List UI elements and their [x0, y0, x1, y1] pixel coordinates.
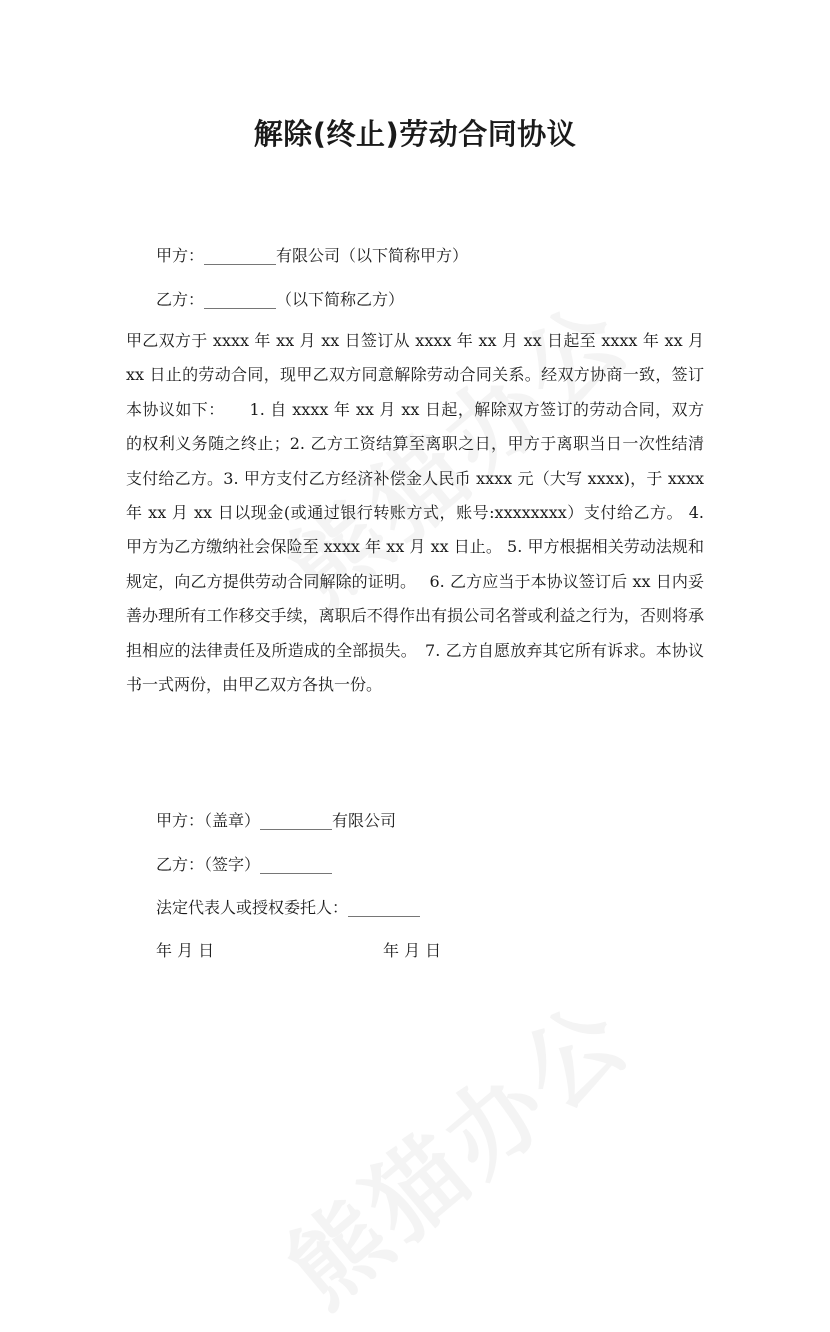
- signature-representative: 法定代表人或授权委托人：_________: [156, 898, 421, 917]
- signature-party-b: 乙方：（签字）_________: [156, 855, 333, 874]
- watermark-bottom: [254, 965, 655, 1332]
- party-b-line: 乙方：_________（以下简称乙方）: [156, 290, 405, 309]
- signature-party-a: 甲方：（盖章）_________有限公司: [156, 811, 397, 830]
- document-title: 解除(终止)劳动合同协议: [253, 117, 577, 151]
- agreement-body: 甲乙双方于 xxxx 年 xx 月 xx 日签订从 xxxx 年 xx 月 xx 日起至 xxxx 年 xx 月 xx 日止的劳动合同，现甲乙双方同意解除劳动合同关系。经双方协商一致，签订本协议如下： 1. 自 xxxx 年 xx 月 xx 日起，解除双方签订的劳动合同，双方的权利义务随之终止；2. 乙方工资结算至离职之日，甲方于离职当日一次性结清支付给乙方。3. 甲方支付乙方经济补偿金人民币 xxxx 元（大写 xxxx)，于 xxxx 年 xx 月 xx 日以现金(或通过银行转账方式，账号:xxxxxxxx）支付给乙方。 4. 甲方为乙方缴纳社会保险至 xxxx 年 xx 月 xx 日止。 5. 甲方根据相关劳动法规和规定，向乙方提供劳动合同解除的证明。 6. 乙方应当于本协议签订后 xx 日内妥善办理所有工作移交手续，离职后不得作出有损公司名誉或利益之行为，否则将承担相应的法律责任及所造成的全部损失。 7. 乙方自愿放弃其它所有诉求。本协议书一式两份，由甲乙双方各执一份。: [126, 331, 704, 695]
- party-a-line: 甲方：_________有限公司（以下简称甲方）: [156, 246, 469, 265]
- date-right: 年 月 日: [383, 941, 442, 960]
- date-left: 年 月 日: [156, 941, 215, 960]
